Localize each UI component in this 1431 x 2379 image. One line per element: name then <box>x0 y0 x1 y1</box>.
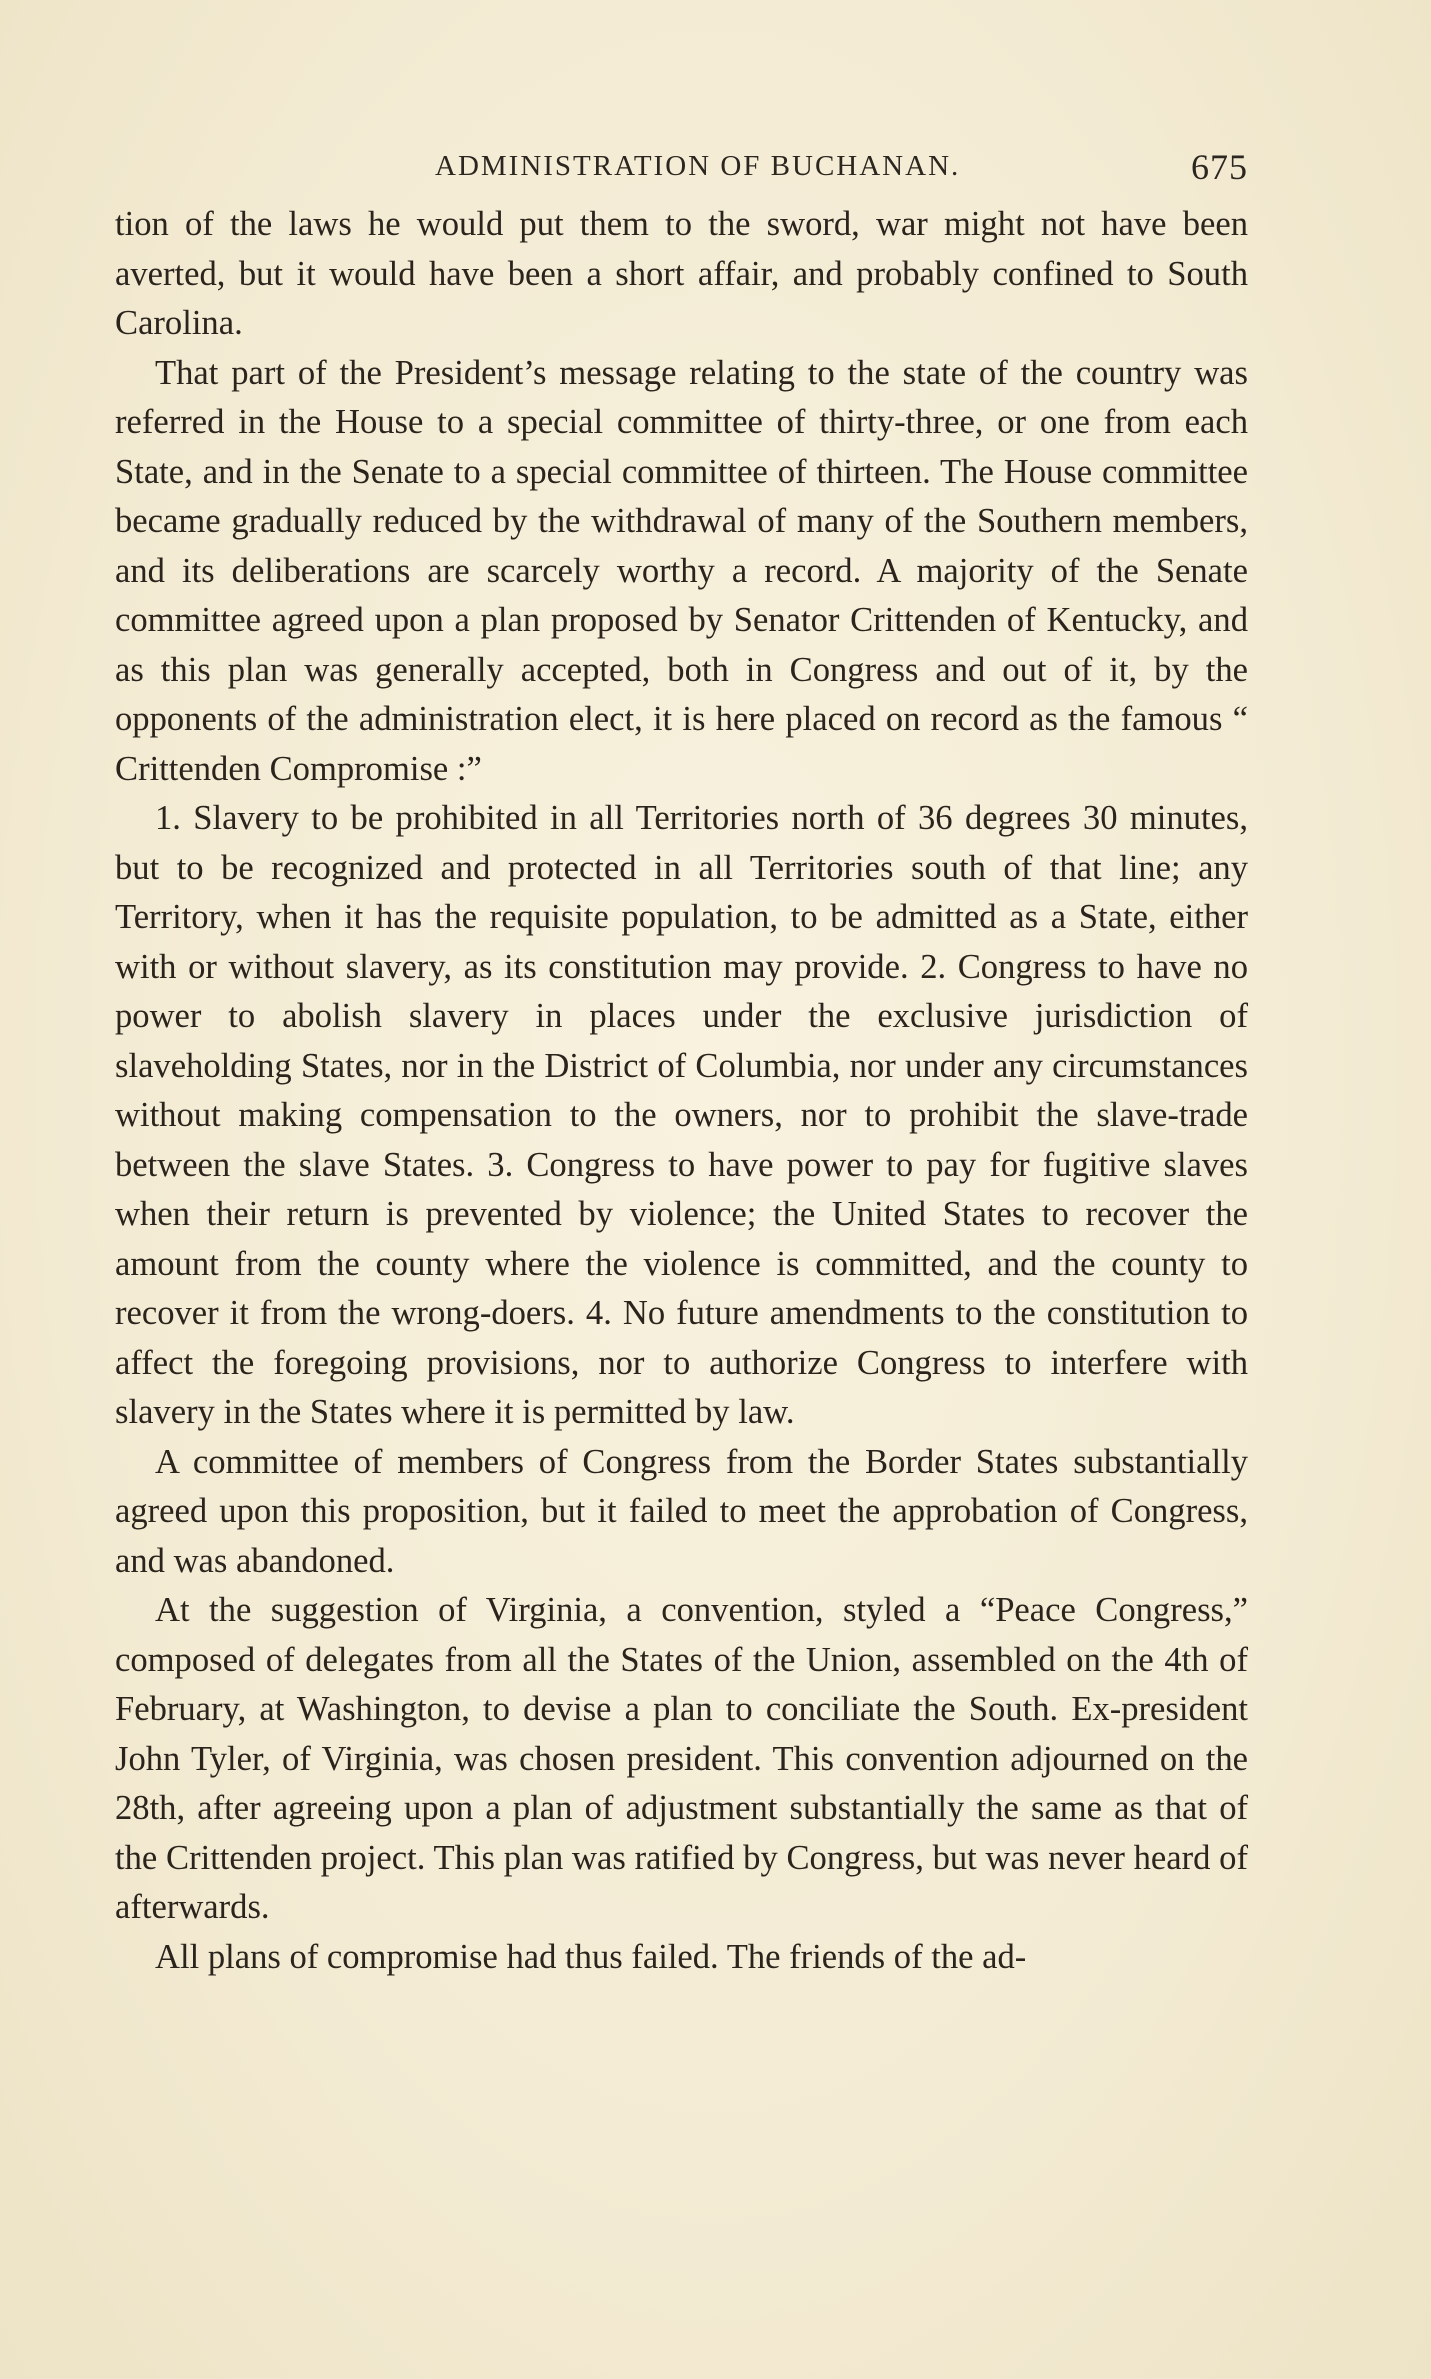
page-number: 675 <box>1191 147 1248 187</box>
paragraph-border-states: A committee of members of Congress from the Border States substantially agreed upon this proposition, but it failed to meet the approbation of Congress, and was abandoned. <box>115 1442 1248 1580</box>
paragraph-compromise-terms: 1. Slavery to be prohibited in all Territories north of 36 degrees 30 minutes, but to be recognized and protected in all Territories south of that line; any Territory, when it has the requisite population, to be admitted as a State, either with or without slavery, as its constitution may provide. 2. Congress to have no power to abolish slavery in places under the exclusive jurisdiction of slaveholding States, nor in the District of Columbia, nor under any circumstances without making compensation to the owners, nor to prohibit the slave-trade between the slave States. 3. Congress to have power to pay for fugitive slaves when their return is prevented by violence; the United States to recover the amount from the county where the violence is committed, and the county to recover it from the wrong-doers. 4. No future amendments to the constitution to affect the foregoing provisions, nor to authorize Congress to interfere with slavery in the States where it is permitted by law. <box>115 799 1248 1431</box>
paragraph-peace-congress: At the suggestion of Virginia, a convention, styled a “Peace Congress,” composed of delegates from all the States of the Union, assembled on the 4th of February, at Washington, to devise a plan to conciliate the South. Ex-president John Tyler, of Virginia, was chosen president. This convention adjourned on the 28th, after agreeing upon a plan of adjustment substantially the same as that of the Crittenden project. This plan was ratified by Congress, but was never heard of afterwards. <box>115 1591 1248 1926</box>
running-head <box>115 140 1248 190</box>
paragraph-continuation: tion of the laws he would put them to the sword, war might not have been averted, but it would have been a short affair, and probably confined to South Carolina. <box>115 205 1248 342</box>
paragraph-plans-failed: All plans of compromise had thus failed. The friends of the ad- <box>155 1937 1027 1976</box>
paragraph-committee: That part of the President’s message relating to the state of the country was referred in the House to a special committee of thirty-three, or one from each State, and in the Senate to a special committee of thirteen. The House committee became gradually reduced by the withdrawal of many of the Southern members, and its deliberations are scarcely worthy a record. A majority of the Senate committee agreed upon a plan proposed by Senator Crittenden of Kentucky, and as this plan was generally accepted, both in Congress and out of it, by the opponents of the administration elect, it is here placed on record as the famous “ Crittenden Compromise :” <box>115 353 1248 788</box>
running-title: ADMINISTRATION OF BUCHANAN. <box>435 150 961 182</box>
body-text <box>115 200 1248 1982</box>
